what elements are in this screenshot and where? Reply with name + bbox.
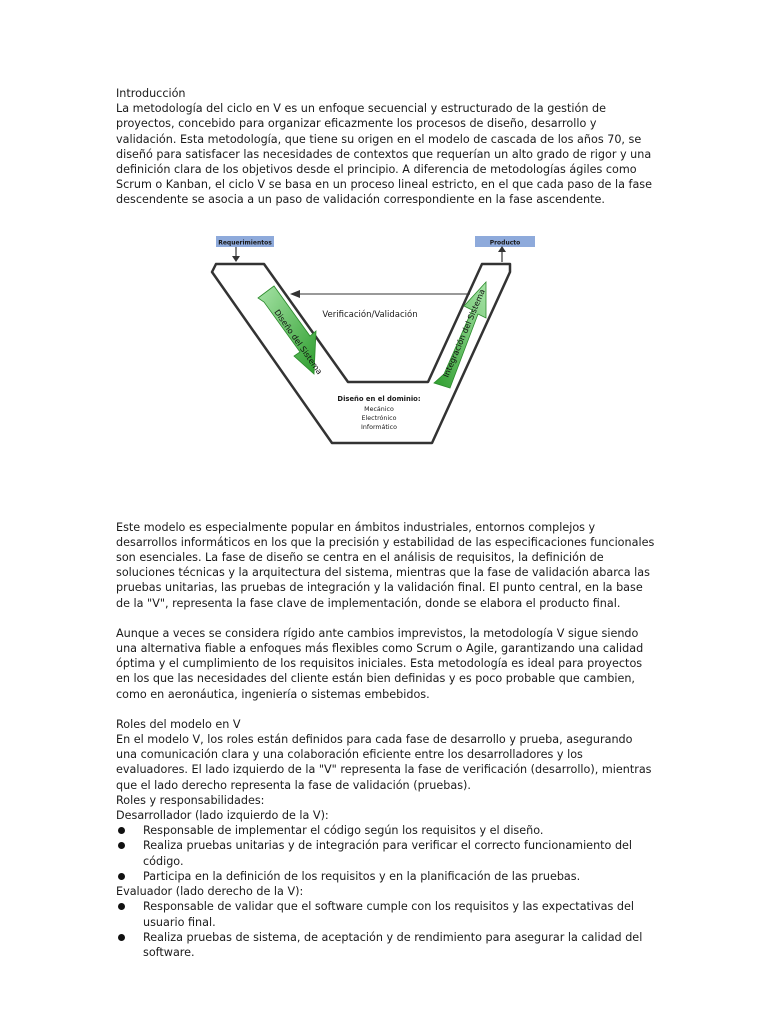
list-item: Realiza pruebas unitarias y de integración para verificar el correcto funcionamiento del código. [116, 838, 656, 868]
document-page [116, 86, 656, 960]
verification-label: Verificación/Validación [322, 309, 418, 320]
bullet-icon [118, 873, 125, 880]
v-model-svg [116, 228, 656, 498]
body-paragraph-2: Aunque a veces se considera rígido ante cambios imprevistos, la metodología V sigue siendo una alternativa fiable a enfoques más flexibles como Scrum o Agile, garantizando una calidad óptima y el cumplimiento de los requisitos iniciales. Esta metodología es ideal para proyectos en los que las necesidades del cliente están bien definidas y es poco probable que cambien, como en aeronáutica, ingeniería o sistemas embebidos. [116, 626, 644, 701]
requirements-arrowhead [232, 256, 240, 262]
developer-heading: Desarrollador (lado izquierdo de la V): [116, 809, 329, 823]
roles-subheading: Roles y responsabilidades: [116, 793, 265, 807]
body-paragraph-1: Este modelo es especialmente popular en ámbitos industriales, entornos complejos y desarrollos informáticos en los que la precisión y estabilidad de las especificaciones funcionales son esenciales. La fase de diseño se centra en el análisis de requisitos, la definición de soluciones técnicas y la arquitectura del sistema, mientras que la fase de validación abarca las pruebas unitarias, las pruebas de integración y la validación final. El punto central, en la base de la "V", representa la fase clave de implementación, donde se elabora el producto final. [116, 520, 655, 610]
bullet-icon [118, 903, 125, 910]
verification-arrowhead [290, 290, 300, 298]
domain-item: Informático [361, 423, 397, 431]
domain-item: Mecánico [364, 405, 394, 413]
bullet-icon [118, 934, 125, 941]
list-item: Realiza pruebas de sistema, de aceptación y de rendimiento para asegurar la calidad del software. [116, 930, 656, 960]
domain-title: Diseño en el dominio: [337, 394, 421, 403]
evaluator-list [116, 899, 656, 960]
system-integration-label: Integración del Sistema [441, 287, 487, 379]
roles-paragraph: En el modelo V, los roles están definidos para cada fase de desarrollo y prueba, asegurando una comunicación clara y una colaboración eficiente entre los desarrolladores y los evaluadores. El lado izquierdo de la "V" representa la fase de verificación (desarrollo), mientras que el lado derecho representa la fase de validación (pruebas). [116, 733, 652, 792]
domain-item: Electrónico [361, 414, 397, 422]
product-label: Producto [489, 239, 521, 247]
requirements-label: Requerimientos [218, 239, 272, 247]
intro-paragraph: La metodología del ciclo en V es un enfoque secuencial y estructurado de la gestión de proyectos, concebido para organizar eficazmente los procesos de diseño, desarrollo y validación. Esta metodología, que tiene su origen en el modelo de cascada de los años 70, se diseñó para satisfacer las necesidades de contextos que requerían un alto grado de rigor y una definición clara de los objetivos desde el principio. A diferencia de metodologías ágiles como Scrum o Kanban, el ciclo V se basa en un proceso lineal estricto, en el que cada paso de la fase descendente se asocia a un paso de validación correspondiente en la fase ascendente. [116, 102, 653, 207]
roles-heading: Roles del modelo en V [116, 717, 241, 731]
list-item: Participa en la definición de los requisitos y en la planificación de las pruebas. [116, 869, 656, 884]
intro-heading: Introducción [116, 87, 186, 100]
developer-list [116, 823, 656, 884]
list-item: Responsable de validar que el software cumple con los requisitos y las expectativas del usuario final. [116, 899, 656, 929]
list-item: Responsable de implementar el código según los requisitos y el diseño. [116, 823, 656, 838]
bullet-icon [118, 842, 125, 849]
bullet-icon [118, 827, 125, 834]
v-model-diagram [116, 228, 656, 498]
evaluator-heading: Evaluador (lado derecho de la V): [116, 885, 304, 899]
system-design-label: Diseño del Sistema [272, 307, 324, 376]
